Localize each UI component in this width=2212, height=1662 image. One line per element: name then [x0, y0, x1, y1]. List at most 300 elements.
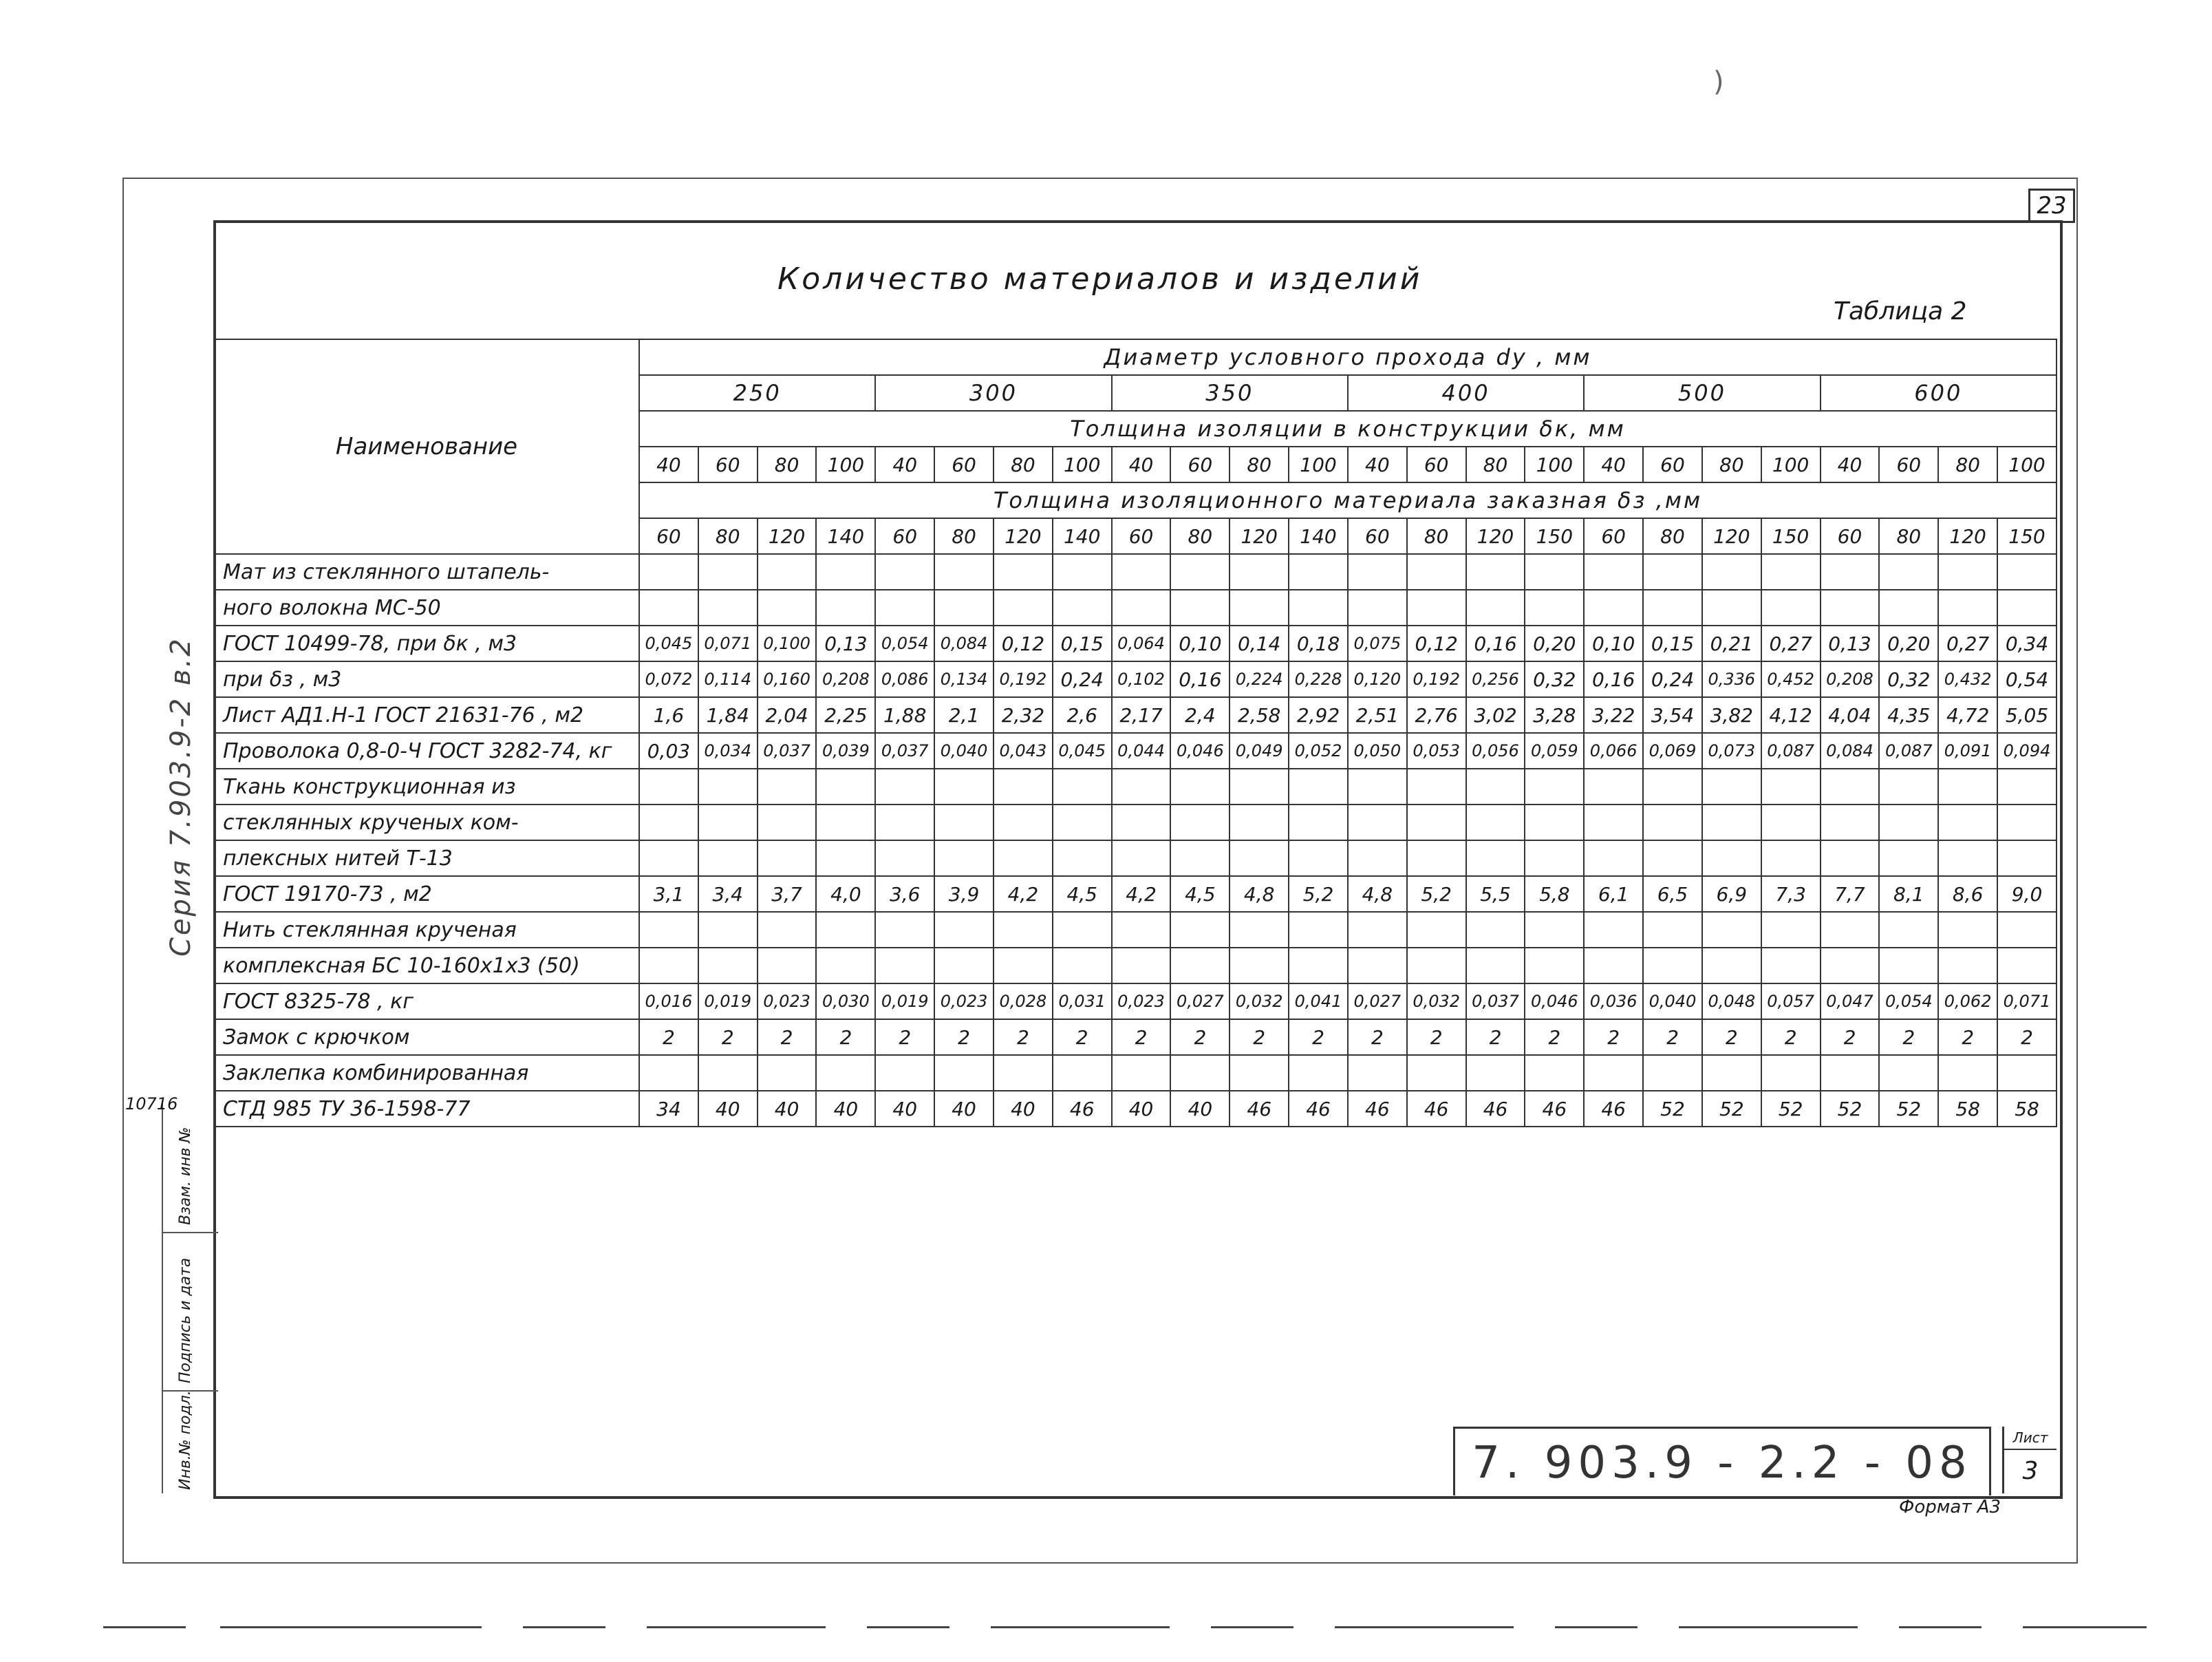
table-cell — [1053, 1055, 1112, 1091]
table-cell — [1170, 769, 1230, 805]
table-cell — [1584, 1055, 1643, 1091]
table-cell: 4,35 — [1879, 697, 1938, 733]
table-cell: 2 — [1112, 1019, 1171, 1055]
thickness-header: 60 — [698, 447, 758, 482]
table-cell — [1053, 554, 1112, 590]
table-cell: 0,10 — [1170, 626, 1230, 661]
table-cell: 1,84 — [698, 697, 758, 733]
table-cell: 0,046 — [1525, 983, 1584, 1019]
thickness-header: 80 — [1466, 447, 1525, 482]
table-cell: 3,28 — [1525, 697, 1584, 733]
table-cell: 5,8 — [1525, 876, 1584, 912]
table-cell: 3,54 — [1643, 697, 1702, 733]
table-cell: 0,10 — [1584, 626, 1643, 661]
table-cell: 0,087 — [1761, 733, 1821, 769]
table-cell — [934, 948, 994, 983]
diameter-header: 300 — [875, 375, 1111, 411]
table-cell: 2,04 — [758, 697, 817, 733]
diameter-label: Диаметр условного прохода dу , мм — [639, 339, 2057, 375]
table-cell — [1289, 840, 1348, 876]
material-name: ного волокна МС-50 — [214, 590, 639, 626]
table-cell — [934, 1055, 994, 1091]
bottom-dash — [1679, 1626, 1858, 1628]
table-cell: 58 — [1938, 1091, 1997, 1127]
table-cell: 0,041 — [1289, 983, 1348, 1019]
ordered-thickness-header: 120 — [1702, 518, 1761, 554]
table-cell — [1938, 805, 1997, 840]
table-cell: 40 — [994, 1091, 1053, 1127]
table-cell: 0,21 — [1702, 626, 1761, 661]
table-cell — [1348, 590, 1407, 626]
table-cell: 0,18 — [1289, 626, 1348, 661]
table-cell: 9,0 — [1997, 876, 2057, 912]
table-cell: 0,20 — [1525, 626, 1584, 661]
table-cell — [1761, 948, 1821, 983]
ordered-thickness-header: 140 — [816, 518, 875, 554]
ordered-thickness-header: 60 — [1112, 518, 1171, 554]
table-cell: 34 — [639, 1091, 698, 1127]
table-cell — [1112, 769, 1171, 805]
bottom-dash — [523, 1626, 605, 1628]
sheet-value: 3 — [2022, 1457, 2039, 1485]
table-cell: 0,32 — [1525, 661, 1584, 697]
table-cell — [1525, 948, 1584, 983]
table-cell: 2 — [1761, 1019, 1821, 1055]
table-cell — [1170, 554, 1230, 590]
material-name: ГОСТ 10499-78, при δк , м3 — [214, 626, 639, 661]
sheet-box — [2002, 1427, 2057, 1493]
table-cell: 8,1 — [1879, 876, 1938, 912]
table-cell — [1407, 840, 1466, 876]
material-name: комплексная БС 10-160х1х3 (50) — [214, 948, 639, 983]
table-cell: 0,15 — [1643, 626, 1702, 661]
table-cell: 0,12 — [1407, 626, 1466, 661]
table-cell — [1997, 912, 2057, 948]
table-cell — [1879, 769, 1938, 805]
table-cell — [698, 554, 758, 590]
thickness-header: 40 — [875, 447, 934, 482]
table-cell: 5,2 — [1289, 876, 1348, 912]
table-cell — [1761, 590, 1821, 626]
bottom-dash — [991, 1626, 1170, 1628]
table-cell: 2,6 — [1053, 697, 1112, 733]
table-cell — [875, 840, 934, 876]
table-cell: 0,023 — [934, 983, 994, 1019]
table-cell: 52 — [1702, 1091, 1761, 1127]
table-cell: 40 — [758, 1091, 817, 1127]
table-cell: 0,056 — [1466, 733, 1525, 769]
table-cell: 40 — [698, 1091, 758, 1127]
table-cell — [1466, 805, 1525, 840]
table-cell — [875, 805, 934, 840]
table-cell — [1584, 554, 1643, 590]
ordered-thickness-header: 80 — [698, 518, 758, 554]
table-cell: 40 — [816, 1091, 875, 1127]
table-cell: 2 — [1821, 1019, 1880, 1055]
table-cell — [1348, 805, 1407, 840]
thickness-header: 100 — [1525, 447, 1584, 482]
table-row — [214, 661, 2057, 697]
thickness-header: 40 — [1821, 447, 1880, 482]
table-cell — [1407, 912, 1466, 948]
table-cell — [1170, 912, 1230, 948]
format-label: Формат А3 — [1899, 1497, 2001, 1517]
table-cell — [1525, 769, 1584, 805]
table-cell — [1112, 590, 1171, 626]
material-name: Заклепка комбинированная — [214, 1055, 639, 1091]
table-cell: 0,027 — [1170, 983, 1230, 1019]
table-cell — [994, 805, 1053, 840]
table-cell — [1466, 1055, 1525, 1091]
table-cell: 5,2 — [1407, 876, 1466, 912]
bottom-dash — [647, 1626, 826, 1628]
table-cell — [1643, 805, 1702, 840]
table-cell: 46 — [1584, 1091, 1643, 1127]
side-cell-replace — [163, 1101, 218, 1233]
table-cell: 2 — [1525, 1019, 1584, 1055]
table-cell — [1997, 948, 2057, 983]
table-cell: 0,16 — [1584, 661, 1643, 697]
material-name: ГОСТ 19170-73 , м2 — [214, 876, 639, 912]
table-cell — [1761, 1055, 1821, 1091]
table-cell — [1938, 590, 1997, 626]
table-cell — [1170, 805, 1230, 840]
table-cell: 0,040 — [1643, 983, 1702, 1019]
table-cell: 4,5 — [1053, 876, 1112, 912]
thickness-header: 100 — [1997, 447, 2057, 482]
material-name: стеклянных крученых ком- — [214, 805, 639, 840]
table-cell — [639, 1055, 698, 1091]
table-cell: 0,432 — [1938, 661, 1997, 697]
table-cell: 0,062 — [1938, 983, 1997, 1019]
table-cell: 7,7 — [1821, 876, 1880, 912]
table-cell: 0,037 — [1466, 983, 1525, 1019]
table-cell — [1407, 769, 1466, 805]
table-cell: 0,037 — [758, 733, 817, 769]
table-cell — [1584, 948, 1643, 983]
table-cell — [1525, 590, 1584, 626]
series-label: Серия 7.903.9-2 в.2 — [165, 637, 197, 957]
table-cell — [1879, 948, 1938, 983]
table-cell — [1938, 840, 1997, 876]
table-cell — [1053, 590, 1112, 626]
table-cell — [1289, 769, 1348, 805]
table-cell: 0,16 — [1170, 661, 1230, 697]
table-cell: 3,1 — [639, 876, 698, 912]
thickness-header: 80 — [1230, 447, 1289, 482]
table-cell: 0,046 — [1170, 733, 1230, 769]
side-stamp-column — [162, 1101, 218, 1493]
table-cell — [1761, 840, 1821, 876]
table-cell: 0,086 — [875, 661, 934, 697]
table-cell — [1821, 554, 1880, 590]
table-cell: 0,066 — [1584, 733, 1643, 769]
table-cell: 0,20 — [1879, 626, 1938, 661]
table-cell: 46 — [1407, 1091, 1466, 1127]
table-cell: 3,22 — [1584, 697, 1643, 733]
table-cell: 0,192 — [1407, 661, 1466, 697]
materials-table — [213, 339, 2057, 1127]
table-cell — [1230, 840, 1289, 876]
table-cell: 0,114 — [698, 661, 758, 697]
table-cell — [1879, 590, 1938, 626]
table-cell — [1702, 769, 1761, 805]
table-cell: 4,8 — [1348, 876, 1407, 912]
table-cell: 46 — [1230, 1091, 1289, 1127]
bottom-dash — [2023, 1626, 2147, 1628]
table-cell: 0,048 — [1702, 983, 1761, 1019]
thickness-header: 100 — [1761, 447, 1821, 482]
table-cell: 0,34 — [1997, 626, 2057, 661]
table-cell: 0,069 — [1643, 733, 1702, 769]
table-cell — [1821, 912, 1880, 948]
table-cell — [1821, 769, 1880, 805]
table-cell — [1407, 948, 1466, 983]
table-cell: 46 — [1348, 1091, 1407, 1127]
table-cell — [1053, 840, 1112, 876]
table-cell: 0,031 — [1053, 983, 1112, 1019]
table-cell — [1879, 1055, 1938, 1091]
table-cell: 0,24 — [1053, 661, 1112, 697]
table-row — [214, 554, 2057, 590]
thickness-header: 100 — [1053, 447, 1112, 482]
name-column-header: Наименование — [214, 339, 639, 554]
table-cell: 0,087 — [1879, 733, 1938, 769]
table-cell: 0,049 — [1230, 733, 1289, 769]
table-cell: 0,037 — [875, 733, 934, 769]
table-cell — [1997, 590, 2057, 626]
table-cell: 0,208 — [816, 661, 875, 697]
table-cell: 2,17 — [1112, 697, 1171, 733]
table-cell — [1643, 769, 1702, 805]
table-cell — [698, 590, 758, 626]
table-cell — [698, 769, 758, 805]
table-cell — [1879, 554, 1938, 590]
table-cell — [758, 912, 817, 948]
diameter-header: 400 — [1348, 375, 1584, 411]
table-cell: 2 — [816, 1019, 875, 1055]
ordered-thickness-header: 120 — [1938, 518, 1997, 554]
table-cell — [1879, 912, 1938, 948]
ordered-thickness-header: 120 — [1466, 518, 1525, 554]
table-cell — [1702, 840, 1761, 876]
table-cell — [1761, 769, 1821, 805]
table-cell: 0,03 — [639, 733, 698, 769]
table-cell: 2 — [758, 1019, 817, 1055]
table-cell — [1348, 840, 1407, 876]
table-cell — [816, 948, 875, 983]
table-cell: 0,336 — [1702, 661, 1761, 697]
table-cell: 2,1 — [934, 697, 994, 733]
table-row — [214, 805, 2057, 840]
thickness-header: 80 — [758, 447, 817, 482]
thickness-header: 40 — [1584, 447, 1643, 482]
diameter-header: 350 — [1112, 375, 1348, 411]
ordered-thickness-header: 120 — [758, 518, 817, 554]
table-cell — [816, 840, 875, 876]
table-cell: 0,071 — [698, 626, 758, 661]
table-cell — [1643, 554, 1702, 590]
table-cell — [1170, 840, 1230, 876]
table-cell — [1053, 805, 1112, 840]
table-cell: 0,208 — [1821, 661, 1880, 697]
table-cell — [1997, 1055, 2057, 1091]
table-cell — [639, 554, 698, 590]
table-cell — [1525, 912, 1584, 948]
table-cell: 0,120 — [1348, 661, 1407, 697]
table-cell: 2,4 — [1170, 697, 1230, 733]
table-cell: 0,039 — [816, 733, 875, 769]
table-cell — [1053, 769, 1112, 805]
table-cell: 0,084 — [1821, 733, 1880, 769]
table-cell — [1584, 769, 1643, 805]
ordered-thickness-header: 60 — [1821, 518, 1880, 554]
table-cell — [1643, 1055, 1702, 1091]
table-cell: 2,25 — [816, 697, 875, 733]
table-cell — [934, 805, 994, 840]
table-cell — [934, 590, 994, 626]
table-cell: 0,134 — [934, 661, 994, 697]
table-cell — [1821, 590, 1880, 626]
table-row — [214, 1055, 2057, 1091]
document-code: 7. 903.9 - 2.2 - 08 — [1453, 1427, 1991, 1495]
table-cell: 4,0 — [816, 876, 875, 912]
thickness-header: 40 — [639, 447, 698, 482]
diameter-header: 250 — [639, 375, 875, 411]
table-cell — [639, 769, 698, 805]
table-cell: 2 — [1230, 1019, 1289, 1055]
table-cell — [1702, 948, 1761, 983]
table-row — [214, 1091, 2057, 1127]
ordered-thickness-header: 80 — [934, 518, 994, 554]
table-cell: 0,13 — [1821, 626, 1880, 661]
table-cell — [875, 769, 934, 805]
table-cell — [1997, 769, 2057, 805]
table-cell: 40 — [1170, 1091, 1230, 1127]
table-cell: 8,6 — [1938, 876, 1997, 912]
side-cell-inventory — [163, 1390, 218, 1493]
table-cell: 2 — [1702, 1019, 1761, 1055]
table-cell: 0,032 — [1407, 983, 1466, 1019]
table-cell: 0,075 — [1348, 626, 1407, 661]
ordered-thickness-header: 60 — [639, 518, 698, 554]
ordered-thickness-label: Толщина изоляционного материала заказная δз ,мм — [639, 482, 2057, 518]
table-cell: 0,32 — [1879, 661, 1938, 697]
material-name: Замок с крючком — [214, 1019, 639, 1055]
table-cell: 0,016 — [639, 983, 698, 1019]
table-cell: 4,12 — [1761, 697, 1821, 733]
bottom-dash — [1211, 1626, 1293, 1628]
table-cell — [1525, 840, 1584, 876]
table-cell: 1,88 — [875, 697, 934, 733]
table-cell: 2 — [1879, 1019, 1938, 1055]
table-cell — [1761, 912, 1821, 948]
side-label-signature: Подпись и дата — [177, 1257, 194, 1383]
thickness-label: Толщина изоляции в конструкции δк, мм — [639, 411, 2057, 447]
inventory-number: 10716 — [125, 1094, 178, 1114]
table-cell: 0,102 — [1112, 661, 1171, 697]
table-cell — [1112, 554, 1171, 590]
table-cell — [994, 769, 1053, 805]
table-cell: 0,027 — [1348, 983, 1407, 1019]
table-cell: 0,052 — [1289, 733, 1348, 769]
table-cell: 2,58 — [1230, 697, 1289, 733]
table-cell: 0,034 — [698, 733, 758, 769]
table-cell: 46 — [1289, 1091, 1348, 1127]
table-cell: 1,6 — [639, 697, 698, 733]
table-cell — [698, 912, 758, 948]
table-cell: 0,071 — [1997, 983, 2057, 1019]
table-cell — [994, 554, 1053, 590]
table-cell: 46 — [1466, 1091, 1525, 1127]
table-cell: 6,1 — [1584, 876, 1643, 912]
table-cell: 0,27 — [1761, 626, 1821, 661]
table-cell — [994, 948, 1053, 983]
table-cell: 0,160 — [758, 661, 817, 697]
thickness-header: 40 — [1112, 447, 1171, 482]
table-cell: 2 — [1938, 1019, 1997, 1055]
table-cell — [1112, 805, 1171, 840]
table-cell — [1997, 840, 2057, 876]
table-cell: 0,045 — [1053, 733, 1112, 769]
table-cell — [1170, 1055, 1230, 1091]
table-cell: 0,13 — [816, 626, 875, 661]
table-cell — [816, 554, 875, 590]
ordered-thickness-header: 150 — [1761, 518, 1821, 554]
table-cell — [1702, 1055, 1761, 1091]
thickness-header: 60 — [1170, 447, 1230, 482]
ordered-thickness-header: 150 — [1997, 518, 2057, 554]
document-title: Количество материалов и изделий — [777, 262, 1423, 297]
table-cell — [1112, 948, 1171, 983]
ordered-thickness-header: 80 — [1407, 518, 1466, 554]
table-cell: 0,054 — [1879, 983, 1938, 1019]
table-cell — [934, 912, 994, 948]
material-name: Мат из стеклянного штапель- — [214, 554, 639, 590]
table-cell — [1230, 948, 1289, 983]
table-cell — [758, 840, 817, 876]
thickness-header: 60 — [1643, 447, 1702, 482]
table-cell: 0,072 — [639, 661, 698, 697]
table-cell: 0,040 — [934, 733, 994, 769]
table-cell: 2 — [1584, 1019, 1643, 1055]
table-cell — [1938, 554, 1997, 590]
table-cell — [1407, 805, 1466, 840]
table-cell: 52 — [1643, 1091, 1702, 1127]
table-cell — [1289, 948, 1348, 983]
table-cell — [816, 1055, 875, 1091]
table-cell — [1643, 590, 1702, 626]
table-cell — [1466, 912, 1525, 948]
material-name: ГОСТ 8325-78 , кг — [214, 983, 639, 1019]
header-row-diameter-label — [214, 339, 2057, 375]
table-cell: 0,036 — [1584, 983, 1643, 1019]
thickness-header: 80 — [1702, 447, 1761, 482]
table-cell: 0,091 — [1938, 733, 1997, 769]
table-cell: 2 — [639, 1019, 698, 1055]
side-label-replace: Взам. инв № — [177, 1127, 194, 1225]
table-cell — [1938, 912, 1997, 948]
table-cell — [758, 948, 817, 983]
table-cell — [1584, 590, 1643, 626]
thickness-header: 80 — [1938, 447, 1997, 482]
table-cell: 0,24 — [1643, 661, 1702, 697]
table-cell: 52 — [1821, 1091, 1880, 1127]
table-cell: 0,050 — [1348, 733, 1407, 769]
table-cell — [639, 840, 698, 876]
table-cell — [698, 840, 758, 876]
table-cell — [698, 805, 758, 840]
